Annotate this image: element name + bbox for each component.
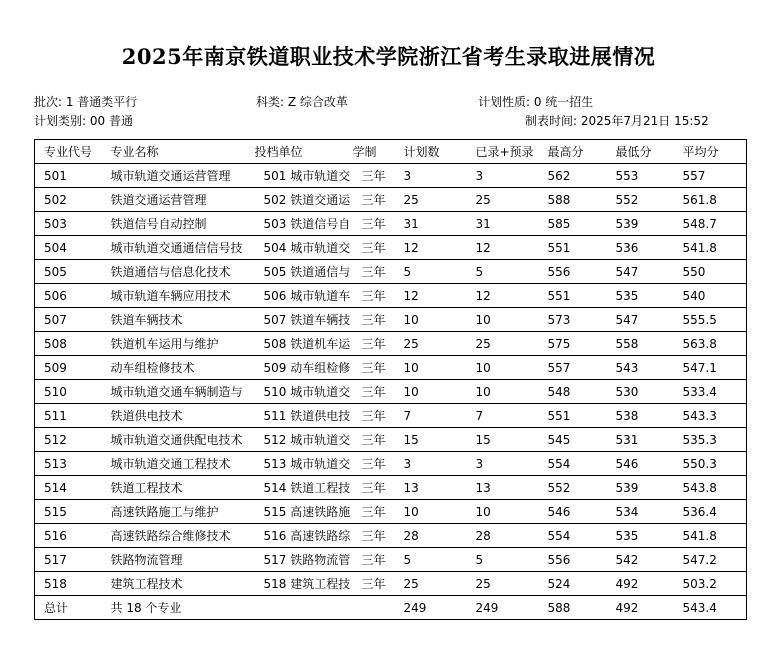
plan-count: 13 bbox=[395, 476, 467, 500]
total-summary: 共 18 个专业 bbox=[102, 596, 395, 620]
admitted-count: 12 bbox=[467, 284, 539, 308]
major-code: 510 bbox=[35, 380, 102, 404]
max-score: 554 bbox=[539, 524, 607, 548]
table-row bbox=[35, 308, 747, 332]
admission-unit: 508 铁道机车运 bbox=[255, 332, 353, 356]
max-score: 556 bbox=[539, 260, 607, 284]
table-row bbox=[35, 212, 747, 236]
major-code: 508 bbox=[35, 332, 102, 356]
min-score: 530 bbox=[607, 380, 674, 404]
min-score: 558 bbox=[607, 332, 674, 356]
major-name: 城市轨道交通供配电技术 bbox=[102, 428, 255, 452]
major-name: 城市轨道车辆应用技术 bbox=[102, 284, 255, 308]
admission-unit: 515 高速铁路施 bbox=[255, 500, 353, 524]
plan-count: 31 bbox=[395, 212, 467, 236]
admission-unit: 516 高速铁路综 bbox=[255, 524, 353, 548]
avg-score: 547.2 bbox=[674, 548, 747, 572]
admission-unit: 507 铁道车辆技 bbox=[255, 308, 353, 332]
min-score: 547 bbox=[607, 260, 674, 284]
max-score: 551 bbox=[539, 404, 607, 428]
admission-unit: 505 铁道通信与 bbox=[255, 260, 353, 284]
avg-score: 535.3 bbox=[674, 428, 747, 452]
admitted-count: 5 bbox=[467, 548, 539, 572]
admitted-count: 7 bbox=[467, 404, 539, 428]
avg-score: 533.4 bbox=[674, 380, 747, 404]
table-row bbox=[35, 284, 747, 308]
major-name: 铁道信号自动控制 bbox=[102, 212, 255, 236]
admission-unit: 512 城市轨道交 bbox=[255, 428, 353, 452]
avg-score: 543.8 bbox=[674, 476, 747, 500]
table-row bbox=[35, 572, 747, 596]
study-years: 三年 bbox=[353, 524, 395, 548]
admission-unit: 503 铁道信号自 bbox=[255, 212, 353, 236]
study-years: 三年 bbox=[353, 236, 395, 260]
plan-count: 12 bbox=[395, 236, 467, 260]
study-years: 三年 bbox=[353, 308, 395, 332]
avg-score: 550.3 bbox=[674, 452, 747, 476]
max-score: 557 bbox=[539, 356, 607, 380]
admission-unit: 511 铁道供电技 bbox=[255, 404, 353, 428]
major-code: 505 bbox=[35, 260, 102, 284]
avg-score: 536.4 bbox=[674, 500, 747, 524]
admitted-count: 28 bbox=[467, 524, 539, 548]
avg-score: 550 bbox=[674, 260, 747, 284]
avg-score: 541.8 bbox=[674, 524, 747, 548]
study-years: 三年 bbox=[353, 428, 395, 452]
admitted-count: 3 bbox=[467, 452, 539, 476]
study-years: 三年 bbox=[353, 500, 395, 524]
major-code: 514 bbox=[35, 476, 102, 500]
major-code: 511 bbox=[35, 404, 102, 428]
max-score: 556 bbox=[539, 548, 607, 572]
admitted-count: 10 bbox=[467, 308, 539, 332]
table-row bbox=[35, 548, 747, 572]
plan-count: 3 bbox=[395, 452, 467, 476]
subject-info: 科类: Z 综合改革 bbox=[256, 95, 348, 109]
min-score: 538 bbox=[607, 404, 674, 428]
plan-count: 28 bbox=[395, 524, 467, 548]
min-score: 531 bbox=[607, 428, 674, 452]
col-header-avg: 平均分 bbox=[674, 140, 747, 164]
min-score: 492 bbox=[607, 572, 674, 596]
col-header-unit: 投档单位 bbox=[255, 140, 353, 164]
study-years: 三年 bbox=[353, 476, 395, 500]
major-name: 城市轨道交通工程技术 bbox=[102, 452, 255, 476]
table-row bbox=[35, 236, 747, 260]
admitted-count: 13 bbox=[467, 476, 539, 500]
major-code: 518 bbox=[35, 572, 102, 596]
major-name: 动车组检修技术 bbox=[102, 356, 255, 380]
made-time-info: 制表时间: 2025年7月21日 15:52 bbox=[525, 114, 709, 128]
total-row bbox=[35, 596, 747, 620]
admission-unit: 502 铁道交通运 bbox=[255, 188, 353, 212]
batch-info: 批次: 1 普通类平行 bbox=[34, 95, 138, 109]
plan-count: 10 bbox=[395, 380, 467, 404]
min-score: 535 bbox=[607, 524, 674, 548]
plan-count: 10 bbox=[395, 500, 467, 524]
table-row bbox=[35, 476, 747, 500]
max-score: 551 bbox=[539, 284, 607, 308]
max-score: 546 bbox=[539, 500, 607, 524]
total-label: 总计 bbox=[35, 596, 102, 620]
max-score: 554 bbox=[539, 452, 607, 476]
admitted-count: 12 bbox=[467, 236, 539, 260]
avg-score: 555.5 bbox=[674, 308, 747, 332]
admission-unit: 513 城市轨道交 bbox=[255, 452, 353, 476]
max-score: 562 bbox=[539, 164, 607, 188]
admitted-count: 5 bbox=[467, 260, 539, 284]
total-min: 492 bbox=[607, 596, 674, 620]
admission-unit: 518 建筑工程技 bbox=[255, 572, 353, 596]
col-header-years: 学制 bbox=[353, 140, 395, 164]
plan-type-info: 计划类别: 00 普通 bbox=[34, 114, 133, 128]
major-name: 铁道交通运营管理 bbox=[102, 188, 255, 212]
study-years: 三年 bbox=[353, 260, 395, 284]
plan-count: 25 bbox=[395, 572, 467, 596]
avg-score: 543.3 bbox=[674, 404, 747, 428]
major-code: 506 bbox=[35, 284, 102, 308]
col-header-name: 专业名称 bbox=[102, 140, 255, 164]
major-name: 建筑工程技术 bbox=[102, 572, 255, 596]
min-score: 546 bbox=[607, 452, 674, 476]
plan-count: 10 bbox=[395, 308, 467, 332]
major-code: 502 bbox=[35, 188, 102, 212]
admitted-count: 15 bbox=[467, 428, 539, 452]
admission-unit: 510 城市轨道交 bbox=[255, 380, 353, 404]
table-row bbox=[35, 356, 747, 380]
major-code: 516 bbox=[35, 524, 102, 548]
max-score: 575 bbox=[539, 332, 607, 356]
avg-score: 540 bbox=[674, 284, 747, 308]
plan-count: 12 bbox=[395, 284, 467, 308]
plan-count: 5 bbox=[395, 260, 467, 284]
col-header-code: 专业代号 bbox=[35, 140, 102, 164]
plan-count: 25 bbox=[395, 188, 467, 212]
col-header-min: 最低分 bbox=[607, 140, 674, 164]
admitted-count: 10 bbox=[467, 356, 539, 380]
major-code: 513 bbox=[35, 452, 102, 476]
table-header-row bbox=[35, 140, 747, 164]
min-score: 539 bbox=[607, 212, 674, 236]
max-score: 573 bbox=[539, 308, 607, 332]
total-plan: 249 bbox=[395, 596, 467, 620]
major-name: 铁路物流管理 bbox=[102, 548, 255, 572]
min-score: 553 bbox=[607, 164, 674, 188]
total-admitted: 249 bbox=[467, 596, 539, 620]
admitted-count: 3 bbox=[467, 164, 539, 188]
col-header-admitted: 已录+预录 bbox=[467, 140, 539, 164]
avg-score: 547.1 bbox=[674, 356, 747, 380]
table-row bbox=[35, 524, 747, 548]
major-name: 铁道通信与信息化技术 bbox=[102, 260, 255, 284]
study-years: 三年 bbox=[353, 164, 395, 188]
min-score: 542 bbox=[607, 548, 674, 572]
min-score: 534 bbox=[607, 500, 674, 524]
min-score: 536 bbox=[607, 236, 674, 260]
major-name: 铁道车辆技术 bbox=[102, 308, 255, 332]
admitted-count: 31 bbox=[467, 212, 539, 236]
table-row bbox=[35, 164, 747, 188]
admitted-count: 25 bbox=[467, 188, 539, 212]
admission-unit: 501 城市轨道交 bbox=[255, 164, 353, 188]
admitted-count: 25 bbox=[467, 332, 539, 356]
major-code: 504 bbox=[35, 236, 102, 260]
total-avg: 543.4 bbox=[674, 596, 747, 620]
admission-unit: 506 城市轨道车 bbox=[255, 284, 353, 308]
avg-score: 561.8 bbox=[674, 188, 747, 212]
min-score: 547 bbox=[607, 308, 674, 332]
major-name: 城市轨道交通车辆制造与 bbox=[102, 380, 255, 404]
admitted-count: 10 bbox=[467, 500, 539, 524]
study-years: 三年 bbox=[353, 332, 395, 356]
avg-score: 557 bbox=[674, 164, 747, 188]
table-row bbox=[35, 380, 747, 404]
plan-nature-info: 计划性质: 0 统一招生 bbox=[478, 95, 594, 109]
major-code: 509 bbox=[35, 356, 102, 380]
avg-score: 563.8 bbox=[674, 332, 747, 356]
plan-count: 10 bbox=[395, 356, 467, 380]
admitted-count: 25 bbox=[467, 572, 539, 596]
table-row bbox=[35, 188, 747, 212]
admission-unit: 517 铁路物流管 bbox=[255, 548, 353, 572]
avg-score: 503.2 bbox=[674, 572, 747, 596]
study-years: 三年 bbox=[353, 452, 395, 476]
study-years: 三年 bbox=[353, 284, 395, 308]
study-years: 三年 bbox=[353, 356, 395, 380]
major-code: 503 bbox=[35, 212, 102, 236]
max-score: 585 bbox=[539, 212, 607, 236]
total-max: 588 bbox=[539, 596, 607, 620]
min-score: 543 bbox=[607, 356, 674, 380]
admission-table bbox=[34, 139, 747, 620]
study-years: 三年 bbox=[353, 212, 395, 236]
min-score: 552 bbox=[607, 188, 674, 212]
admission-unit: 514 铁道工程技 bbox=[255, 476, 353, 500]
study-years: 三年 bbox=[353, 404, 395, 428]
study-years: 三年 bbox=[353, 548, 395, 572]
major-code: 507 bbox=[35, 308, 102, 332]
table-row bbox=[35, 500, 747, 524]
max-score: 545 bbox=[539, 428, 607, 452]
major-code: 512 bbox=[35, 428, 102, 452]
plan-count: 5 bbox=[395, 548, 467, 572]
plan-count: 15 bbox=[395, 428, 467, 452]
major-name: 铁道供电技术 bbox=[102, 404, 255, 428]
plan-count: 7 bbox=[395, 404, 467, 428]
major-name: 城市轨道交通运营管理 bbox=[102, 164, 255, 188]
major-code: 515 bbox=[35, 500, 102, 524]
max-score: 552 bbox=[539, 476, 607, 500]
table-row bbox=[35, 404, 747, 428]
plan-count: 25 bbox=[395, 332, 467, 356]
major-name: 高速铁路施工与维护 bbox=[102, 500, 255, 524]
table-row bbox=[35, 452, 747, 476]
study-years: 三年 bbox=[353, 572, 395, 596]
avg-score: 541.8 bbox=[674, 236, 747, 260]
table-row bbox=[35, 332, 747, 356]
admitted-count: 10 bbox=[467, 380, 539, 404]
col-header-plan: 计划数 bbox=[395, 140, 467, 164]
min-score: 539 bbox=[607, 476, 674, 500]
min-score: 535 bbox=[607, 284, 674, 308]
admission-unit: 509 动车组检修 bbox=[255, 356, 353, 380]
table-row bbox=[35, 428, 747, 452]
col-header-max: 最高分 bbox=[539, 140, 607, 164]
major-code: 517 bbox=[35, 548, 102, 572]
admission-unit: 504 城市轨道交 bbox=[255, 236, 353, 260]
major-name: 铁道机车运用与维护 bbox=[102, 332, 255, 356]
study-years: 三年 bbox=[353, 188, 395, 212]
page-title: 2025年南京铁道职业技术学院浙江省考生录取进展情况 bbox=[121, 44, 656, 69]
study-years: 三年 bbox=[353, 380, 395, 404]
avg-score: 548.7 bbox=[674, 212, 747, 236]
max-score: 588 bbox=[539, 188, 607, 212]
major-name: 城市轨道交通通信信号技 bbox=[102, 236, 255, 260]
max-score: 524 bbox=[539, 572, 607, 596]
major-code: 501 bbox=[35, 164, 102, 188]
max-score: 551 bbox=[539, 236, 607, 260]
table-row bbox=[35, 260, 747, 284]
plan-count: 3 bbox=[395, 164, 467, 188]
max-score: 548 bbox=[539, 380, 607, 404]
major-name: 铁道工程技术 bbox=[102, 476, 255, 500]
major-name: 高速铁路综合维修技术 bbox=[102, 524, 255, 548]
